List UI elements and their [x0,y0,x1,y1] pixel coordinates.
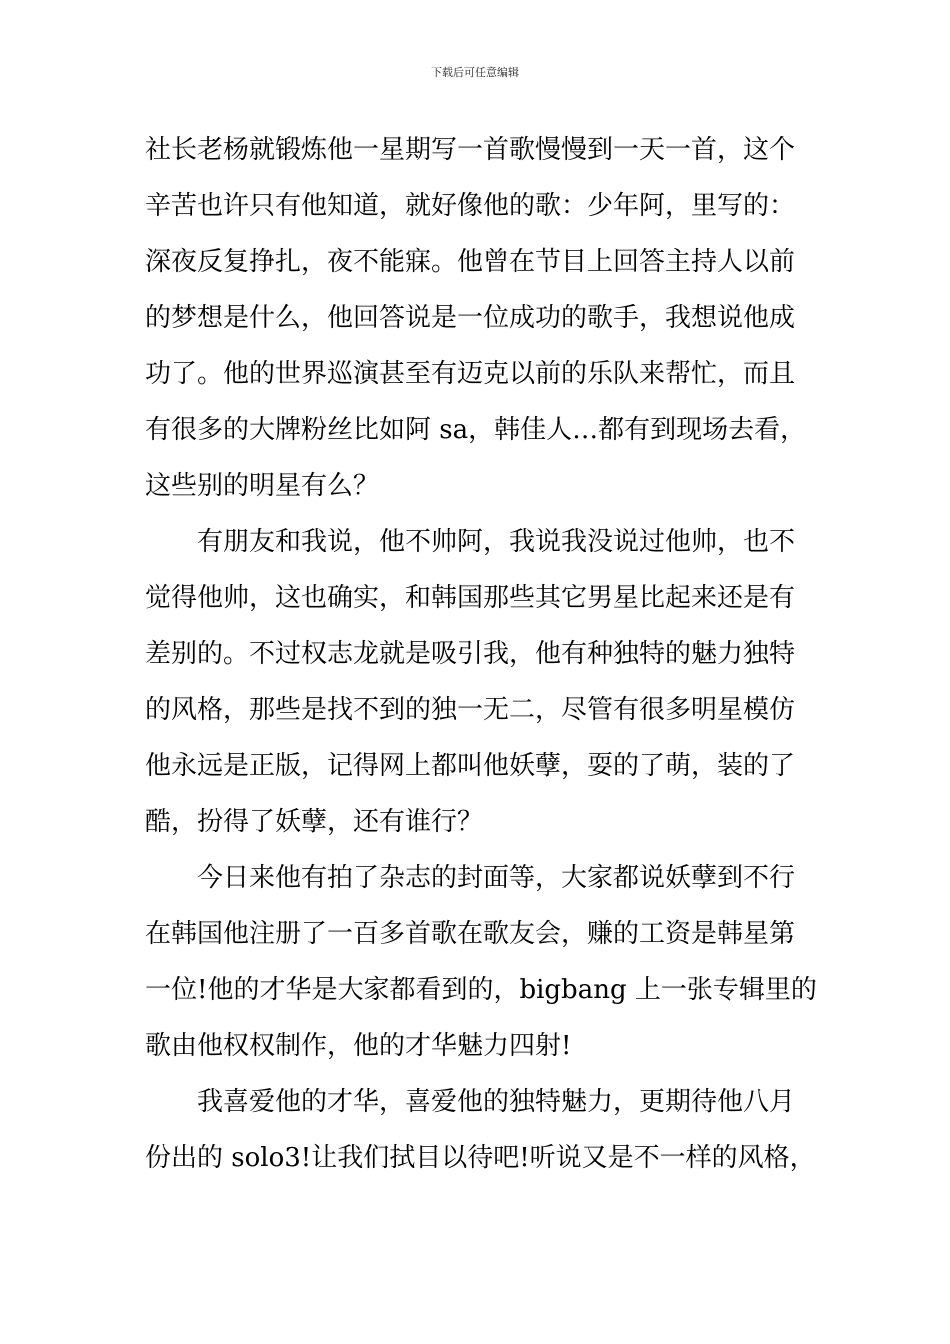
text-line: 份出的 solo3!让我们拭目以待吧!听说又是不一样的风格， [145,1143,816,1173]
text-line: 有朋友和我说，他不帅阿，我说我没说过他帅，也不 [197,527,796,557]
page-header: 下载后可任意编辑 [431,66,519,79]
paragraph-1 [145,130,810,522]
text-line: 社长老杨就锻炼他一星期写一首歌慢慢到一天一首，这个 [145,135,796,165]
text-line: 觉得他帅，这也确实，和韩国那些其它男星比起来还是有 [145,583,796,613]
text-line: 歌由他权权制作，他的才华魅力四射! [145,1031,572,1061]
text-line: 我喜爱他的才华，喜爱他的独特魅力，更期待他八月 [197,1087,796,1117]
text-line: 这些别的明星有么？ [145,471,380,501]
text-line: 深夜反复挣扎，夜不能寐。他曾在节目上回答主持人以前 [145,247,796,277]
text-line: 一位!他的才华是大家都看到的，bigbang 上一张专辑里的 [145,975,817,1005]
text-line: 的梦想是什么，他回答说是一位成功的歌手，我想说他成 [145,303,796,333]
text-line: 在韩国他注册了一百多首歌在歌友会，赚的工资是韩星第 [145,919,796,949]
paragraph-2 [145,522,810,858]
text-line: 他永远是正版，记得网上都叫他妖孽，耍的了萌，装的了 [145,751,796,781]
text-line: 的风格，那些是找不到的独一无二，尽管有很多明星模仿 [145,695,796,725]
text-line: 辛苦也许只有他知道，就好像他的歌：少年阿，里写的： [145,191,796,221]
text-line: 功了。他的世界巡演甚至有迈克以前的乐队来帮忙，而且 [145,359,796,389]
text-line: 有很多的大牌粉丝比如阿 sa，韩佳人…都有到现场去看， [145,415,807,445]
document-body [145,130,817,1194]
text-line: 差别的。不过权志龙就是吸引我，他有种独特的魅力独特 [145,639,796,669]
paragraph-4 [145,1082,816,1194]
text-line: 酷，扮得了妖孽，还有谁行？ [145,807,484,837]
text-line: 今日来他有拍了杂志的封面等，大家都说妖孽到不行 [197,863,796,893]
paragraph-3 [145,858,817,1082]
